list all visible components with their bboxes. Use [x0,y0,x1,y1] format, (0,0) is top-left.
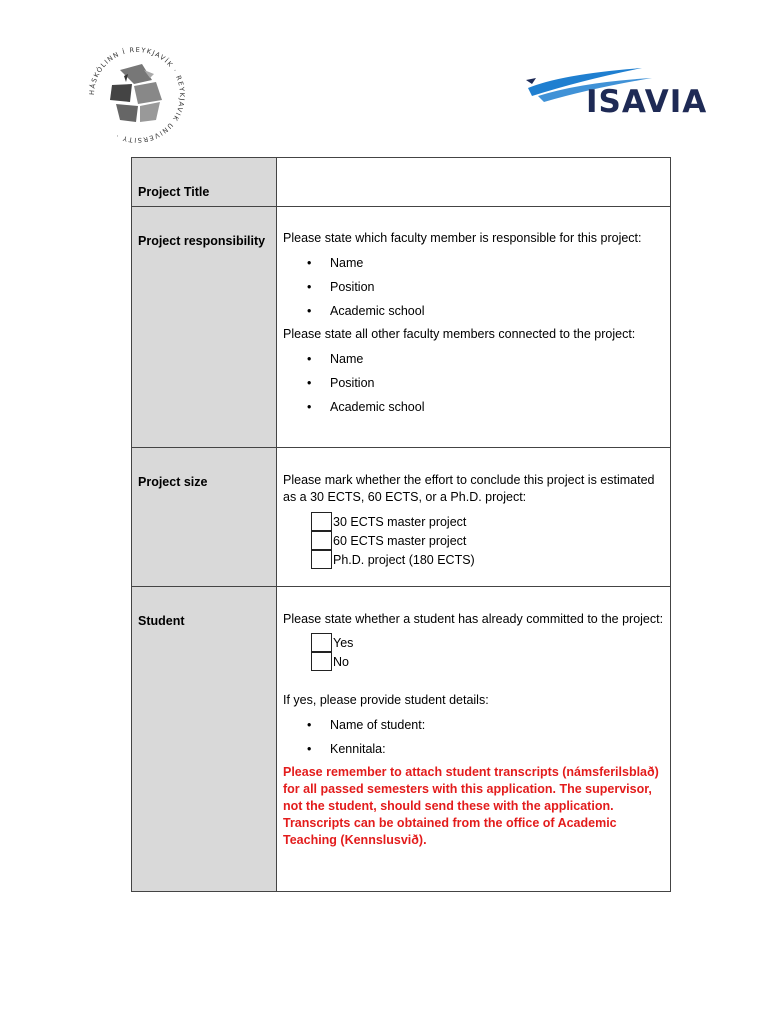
size-option-30 [311,512,664,531]
student-intro: Please state whether a student has already committed to the project: [283,612,664,626]
checkbox-yes[interactable] [311,633,332,652]
student-field [277,587,671,892]
student-option-no [311,652,664,671]
ru-ring-text: HÁSKÓLINN Í REYKJAVÍK · REYKJAVIK UNIVERSITY · [87,45,187,145]
reykjavik-university-logo [82,40,192,150]
checkbox-phd[interactable] [311,550,332,569]
responsibility-intro: Please state which faculty member is responsible for this project: [283,231,642,245]
student-option-yes [311,633,664,652]
option-label: 60 ECTS master project [333,533,467,548]
student-label: Student [138,614,185,628]
other-members-intro: Please state all other faculty members connected to the project: [283,326,636,341]
option-label: Yes [333,635,354,650]
other-members-list [283,347,664,420]
project-title-label: Project Title [138,185,210,199]
list-item[interactable]: • Name of student: [307,713,664,737]
size-option-60 [311,531,664,550]
size-intro: Please mark whether the effort to conclude this project is estimated as a 30 ECTS, 60 ECTS, or a Ph.D. project: [283,473,655,504]
project-title-row [132,158,671,207]
student-details-list [283,713,664,761]
student-details-intro: If yes, please provide student details: [283,693,489,707]
student-label-cell [132,587,277,892]
student-row [132,587,671,892]
project-size-row [132,448,671,587]
list-item: • Position [307,275,664,299]
isavia-wordmark: ISAVIA [586,84,708,120]
project-responsibility-label-cell [132,207,277,448]
list-item: • Name [307,251,664,275]
transcript-warning-note: Please remember to attach student transcripts (námsferilsblað) for all passed semesters with this application. The supervisor, not the student, should send these with the application. Transcripts can be obtained from the office of Academic Teaching (Kennslusvið). [283,765,659,848]
responsible-member-list [283,251,664,324]
project-responsibility-label: Project responsibility [138,234,266,248]
list-item: • Academic school [307,395,664,419]
project-size-field [277,448,671,587]
checkbox-30-ects[interactable] [311,512,332,531]
project-title-field[interactable] [277,158,671,207]
application-form-table [131,157,671,892]
project-responsibility-field[interactable] [277,207,671,448]
list-item: • Academic school [307,299,664,323]
project-size-label-cell [132,448,277,587]
project-responsibility-row [132,207,671,448]
project-size-label: Project size [138,475,208,489]
list-item[interactable]: • Kennitala: [307,737,664,761]
option-label: No [333,654,349,669]
size-option-phd [311,550,664,569]
option-label: 30 ECTS master project [333,514,467,529]
checkbox-60-ects[interactable] [311,531,332,550]
list-item: • Name [307,347,664,371]
project-title-label-cell [132,158,277,207]
option-label: Ph.D. project (180 ECTS) [333,552,475,567]
list-item: • Position [307,371,664,395]
checkbox-no[interactable] [311,652,332,671]
